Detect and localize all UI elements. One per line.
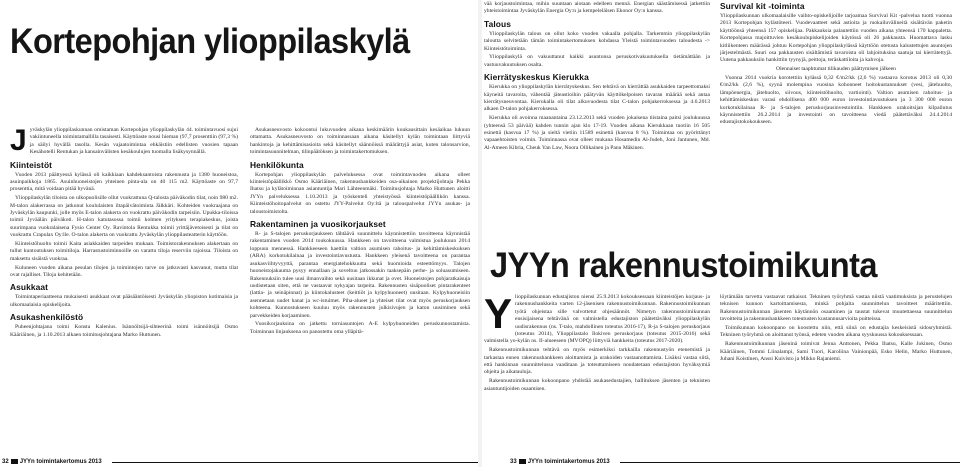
left-column-1: [10, 127, 238, 449]
right-column-3: [484, 294, 710, 452]
section-heading: Survival kit -toiminta: [720, 1, 805, 11]
footer-label: JYYn toimintakertomus 2013: [527, 459, 610, 465]
paragraph: Ylioppilaskunnan ulkomaalaisille vaihto-opiskelijoille tarjoamaa Survival Kit -palvelua tuotti vuonna 2013 Kortepohjan kylästöteeri. Vuodevaatteet sekä astioita ja ruokailuvälineitä sisältävän paketin käyttöönsä yhteensä 157 opiskelijaa. Pakkauksia palautettiin vuoden aikana yhteensä 170 kappaletta. Kortepohjassa majoittuvien kesäkoulupiskelijoiden käytössä oli 26 pakkausta. Huomattava lasku kitliikenteen määrässä johtuu Kortepohjan ylioppilaskylässä käyttöön otetusta kalustettujen asuntojen järjestelmästä. Suuri osa pakkausten sisältämistä tavaroista oli lahjoituksina saatuja tai kierrätettyjä. Uutena pakkauksiin hankittiin tyynyjä, peittoja, teräskattiloita ja kahvoja.: [720, 13, 952, 64]
section-heading: Henkilökunta: [250, 159, 304, 170]
footer-right: [510, 458, 610, 466]
paragraph: vää korjaustoimintaa, mihin suuntaan aiotaan edelleen mennä. Energian säästämisessä jatkettiin yhteistoimintaa Jyväskylän Energia Oy:n ja kempeleläisen Ekonor Oy:n kanssa.: [484, 1, 710, 15]
intro-paragraph: Ylioppilaskunnan edustajiston niensi 25.9.2013 kokouksessaan kiinteistöjen korjaus- ja rakennushankkeita varten 12-jäsenisen rakennustoimikunnan. Rakennustoimikunnan työtä ohjeistaa sille valvottetut ohjesäännöt. Nimetyn rakennustoimikunnan ensisijaisena tehtävänä on valmistella edustajiston päätettäväksi ylioppilaskylän uudisrakennus (ns. T-talo, mahdollinen toteutus 2016-17), R-ja S-talojen peruskorjaus (toteutus 2014), Ylioppilastalo Ilokiven peruskorjaus (toteutus 2015-2016) sekä valmistella yo-kylän ns. II-alueeseen (MVOPQ) liittyviä hankkeita (toteutus 2017-2020).: [484, 294, 710, 345]
paragraph: Vuoden 2013 päättyessä kylässä oli kaikkiaan kahdeksantoista rakennusta ja 1380 huoneistoa, asuinpaikkoja 1865. Asuinhuoneistojen yhteinen pinta-ala on 40 115 m2. Käyttöaste on 97,7 prosenttia, mitä voidaan pitää hyvänä.: [10, 171, 238, 193]
paragraph: Ylioppilaskylän tiloista on ulkopuolisille ollut vuokrattuna Q-talosta päiväkodin tilat, noin 980 m2. M-talon alakerrassa on jatkunut koululaisten iltapäivätoiminta Jälkkäri. Kohteiden vuokraajana on Jyväskylän kaupunki, jolle myös E-talon alakerta on vuokrattu päiväkodin tarpeisiin. Upukka-tiloissa toimii Jyväälän päiväkoti. H-talon katutasossa toimii kolmen yrityksen terapiakeskus, joista suurimpana vuokralaisena Fysio Center Oy. Ravintola Rentukka toimii yrittäjävetoisesti ja tilat on vuokrattu Crapulax Oy:lle. O-talon alakerta on vuokrattu Jyväskylän ylioppilasteatterin käyttöön.: [10, 195, 238, 239]
paragraph: Toimintaperiaatteena mukaisesti asukkaat ovat pääsääntöisesti Jyväskylän yliopiston kotimaisia ja ulkomaalaisia opiskelijoita.: [10, 294, 238, 308]
section-heading: Asukashenkilöstö: [10, 312, 84, 323]
section-heading: Talous: [484, 18, 511, 29]
paragraph: Ylioppilaskylän talous on ollut koko vuoden vakaalla pohjalla. Tarkemmin ylioppilaskylän taloutta selvitetään tämän toimintakertomuksen kohdassa Yleistä toimintavuoden taloudesta -> Kiinteistötoiminta.: [484, 30, 710, 52]
left-column-2: [250, 127, 470, 449]
footer-separator-block: [11, 459, 18, 464]
footer-separator-block: [519, 459, 526, 464]
right-column-4: [720, 294, 952, 452]
page-title: Kortepohjan ylioppilaskylä: [10, 22, 410, 61]
section-heading: Asukkaat: [10, 282, 49, 293]
paragraph: R- ja S-talojen peruskorjaukseen tähtäävä suunnittelu käynnistettiin tavoitteena käynnistää rakentaminen vuoden 2014 toukokuussa. Hankkeen on tavoitteena valmistua joulukuun 2014 loppuun mennessä. Hankkeeseen haettiin valtion asumisen rahoitus- ja kehittämiskeskuksen (ARA) korkotukilainaa ja investointiavustusta. Hankkeen yleisenä tavoitteena on parantaa asukasviihtyvyyttä, parantaa energiatehokkuutta sekä huomioida esteettömyys. Talojen huoneistojakauma pysyy ennallaan ja soveltuu jatkossakin taaksepäin perhe- ja soluasumiseen. Rakennuksiin tulee uusi ilmanvaihto sekä uusitaan ikkunat ja ovet. Huoneistojen pohjaratkaisuja uudistetaan siten, että ne vastaavat nykyajan tarpeita. Rakennusten sisäpuoliset pintarakenteet (lattia- ja seinäpinnat) ja kiintokalusteet (keittiöt ja kylpyhuoneet) uusitaan. Kylpyhuoneisiin asennetaan uudet hanat ja wc-istuimet. Piha-alueet ja yhteiset tilat ovat myös peruskorjauksen kohteena. Kunnostukseen kuuluu myös rakennusten julkisivujen ja katon uusiminen sekä parvekkeiden korjaaminen.: [250, 231, 470, 319]
page-number: 33: [510, 459, 517, 465]
section-heading: Kierrätyskeskus Kierukka: [484, 72, 589, 83]
footer-left: [2, 458, 102, 466]
paragraph: Kortepohjan ylioppilaskylän palveluksessa ovat toimintavuoden aikana olleet kiinteistöpäällikkö Osmo Kääriäinen, rakennushankkeiden osa-aikainen projektijohtaja Pekka Ihatsu ja kylätoiminnan asiantuntija Mari Lähteenmäki. Toimitusjohtaja Marko Huttunen aloitti JYYn palveluksessa 1.10.2013 ja työskenteli yhteistyössä kiinteistöpäällikön kanssa. Kiinteistöhoitopalvelut on ostettu JYY-Palvelut Oy:ltä ja talouspalvelut JYYn asukas- ja taloustoimistolta.: [250, 171, 470, 215]
section-heading: Rakentaminen ja vuosikorjaukset: [250, 219, 386, 230]
section-title: JYYn rakennustoimikunta: [490, 246, 877, 285]
paragraph: Puheenjohtajana toimi Konsta Kalenius. Isännöitsijä-sihteerinä toimi isännöitsijä Osmo Kääriäinen, ja 1.10.2013 alkaen toimitusjohtajana Marko Huttunen.: [10, 324, 238, 338]
paragraph: Ylioppilaskylä on vakuuttanut kaikki asuntonsa peruskotivakuutuksella tietämättään ja vastuuvakuutuksen osalta.: [484, 54, 710, 68]
paragraph: Rakennustoimikunnan jäseninä toimivat Jenna Anttonen, Pekka Ihatsu, Kalle Jokinen, Osmo Kääriäinen, Tommi Liinalampi, Sami Tuori, Karoliina Vainionpää, Esko Helin, Marko Huttunen, Juhani Koistinen, Anssi Kuivisto ja Mikko Rajaniemi.: [720, 341, 952, 363]
footer-label: JYYn toimintakertomus 2013: [19, 459, 102, 465]
footer-rule-left: [112, 462, 478, 463]
paragraph: Vuosikorjauksina on jatkettu torniasuntojen A-E kylpyhuoneiden peruskunnostamista. Toiminnan linjauksena on panostettu oma ylläpitä-: [250, 321, 470, 335]
paragraph: Rakennustoimikunnan tehtävä on myös esimerkiksi tarkkailla rakennustyön etenemistä ja tarkastaa ennen rakennushankkeen aloittamista ja urakoiden vastaanottamista. Lisäksi vastaa siitä, että hankinnan suunnittelussa vaaditaan ja toteuttamiseen noudatetaan edustajiston hyväksymiä ohjeita ja aikatauluja.: [484, 347, 710, 376]
intro-paragraph: Jyväskylän ylioppilaskunnan omistaman Kortepohjan ylioppilaskylän 44. toimintavuosi sujui vakiintuneella toimintamallilla tasaisesti. Käyttöaste nousi hieman (97,7 prosenttiin (97,3 %) ja säilyi hyvällä tasolla. Kesän vajaatoimintaa ehkäistiin edellisten vuosien tapaan Kesähotelli Rentukan ja kansainvälisten kesäkoulujen tuomalla lisäkysynnällä.: [10, 127, 238, 157]
paragraph: Kierukka on ylioppilaskylän kierrätyskeskus. Sen tehtävä on kierrättää asukkaiden tarpeettomaksi käyneitä tavaroita, vähentää jäteastioihin päätyvän käyttökelpoisen tavaran määrää sekä antaa kierrätysneuvontaa. Kierukalla oli tilat alkuvuodesta tilat C-talon pohjakerroksessa ja 4.6.2013 alkaen D-talon pohjakerroksessa.: [484, 84, 710, 113]
paragraph: Rakennustoimikunnan kokoonpano yhdistää asukasedustajien, hallituksen jäsenten ja teknisten asiantuntijoiden osaamisen.: [484, 378, 710, 392]
paragraph: Kiinteistöhuolto toimii Kaita asiakkaiden tarpeiden mukaan. Toimistorakennuksen alakertaan on tullut kuntoutuksen toimitiloja. Harrastustoiminnoille on varattu tiloja reserviin rajoissa. Tiloista on maksettu sisäistä vuokraa.: [10, 241, 238, 262]
right-column-2: [720, 1, 952, 239]
paragraph: Vuonna 2014 vuokria korotettiin kylässä 0,32 €/m2/kk (2,6 %) vastaava korotus 2013 oli 0,30 €/m2/kk (2,6 %), syynä molempina vuosina kohonneet hoitokustannukset (vesi, jätehuolto, lämpöenergia, jätehuolto, siivous, kiinteistöhuolto, vartiointi). Valtion asumisen rahoitus- ja kehittämiskeskus varasi ehdollisena 400 000 euron investointiavustuksen ja 3 300 000 euron korkotukilainaa R- ja S-talojen peruskorjausinvestointiin. Hankkeen urakoitsijan kilpailutus käynnistettiin 26.2.2014 ja investointi on tavoitteena viedä päätettäväksi 24.4.2014 edustajistokokoukseen.: [720, 75, 952, 126]
dropcap-letter: J: [10, 127, 27, 157]
page-number: 32: [2, 459, 9, 465]
paragraph: löytämään tarvetta vastaavat ratkaisut. Tekninen työryhmä vastaa niistä vaatimuksista ja perustelujen teknisen kunnon kartoittamisesta, minkä pohjalta suunnittelun tavoitteet määritettiin. Rakennustoimikunnan jäsenten käytännön osaaminen ja taustat tukevat muutettaessa suunnittelun tavoitteita ja rakennushankkeen toteutusten kustannusarvioita puitteissa.: [720, 294, 952, 323]
section-heading: Kiinteistöt: [10, 159, 53, 170]
paragraph: Kuluneen vuoden aikana pesulan tilojen ja toimintojen tarve on jatkuvasti kasvanut, mutta tilat ovat rajalliset. Tiloja kehitetään.: [10, 264, 238, 279]
paragraph: Asukasneuvosto kokoontui lukuvuoden aikana keskimäärin kuukausittain kesäaikaa lukuun ottamatta. Asukasneuvosto on toiminnassaan aikana käsitellyt kylän toimintaan liittyviä hankintoja ja kehittämisasioita sekä käsitellyt säännöissä määrättyjä asiat, kuten talonsarvion, toimintasuunnitelman, tilinpäätöksen ja toimintakertomuksen.: [250, 127, 470, 156]
footer-rule-right: [620, 462, 960, 463]
dropcap-letter: Y: [484, 294, 513, 337]
paragraph: Olennaiset taaphtumat tilikauden päättymisen jälkeen: [776, 66, 896, 73]
right-column-1: [484, 1, 710, 239]
paragraph: Kierukka oli avoinna maanantaina 23.12.2013 sekä vuoden jokaisena tiistaina paitsi joulukuussa (yhteensä 53 päivää) kahden tunnin ajan klo 17-19. Vuoden aikana Kierukkaan tuotiin 16 505 esinettä (kasvua 17 %) ja sieltä vietiin 11589 esinettä (kasvua 8 %). Toimintaa on pyörittänyt vapaaehtoisten voimin. Toiminnassa ovat olleet mukana Hosamedin Al-Judeh, Joni Jantunen, Md. Al-Ameen Kibria, Cheuk Yan Law, Noora Ollikainen ja Panu Mäkinen.: [484, 115, 710, 151]
paragraph: Toimikunnan kokoonpano on koostettu niin, että siinä on edustajia keskeisistä sidosryhmistä. Tekninen työryhmä on aloittanut työnsä, edeten vuoden aikana syyskuussa kokouksessaan.: [720, 325, 952, 339]
